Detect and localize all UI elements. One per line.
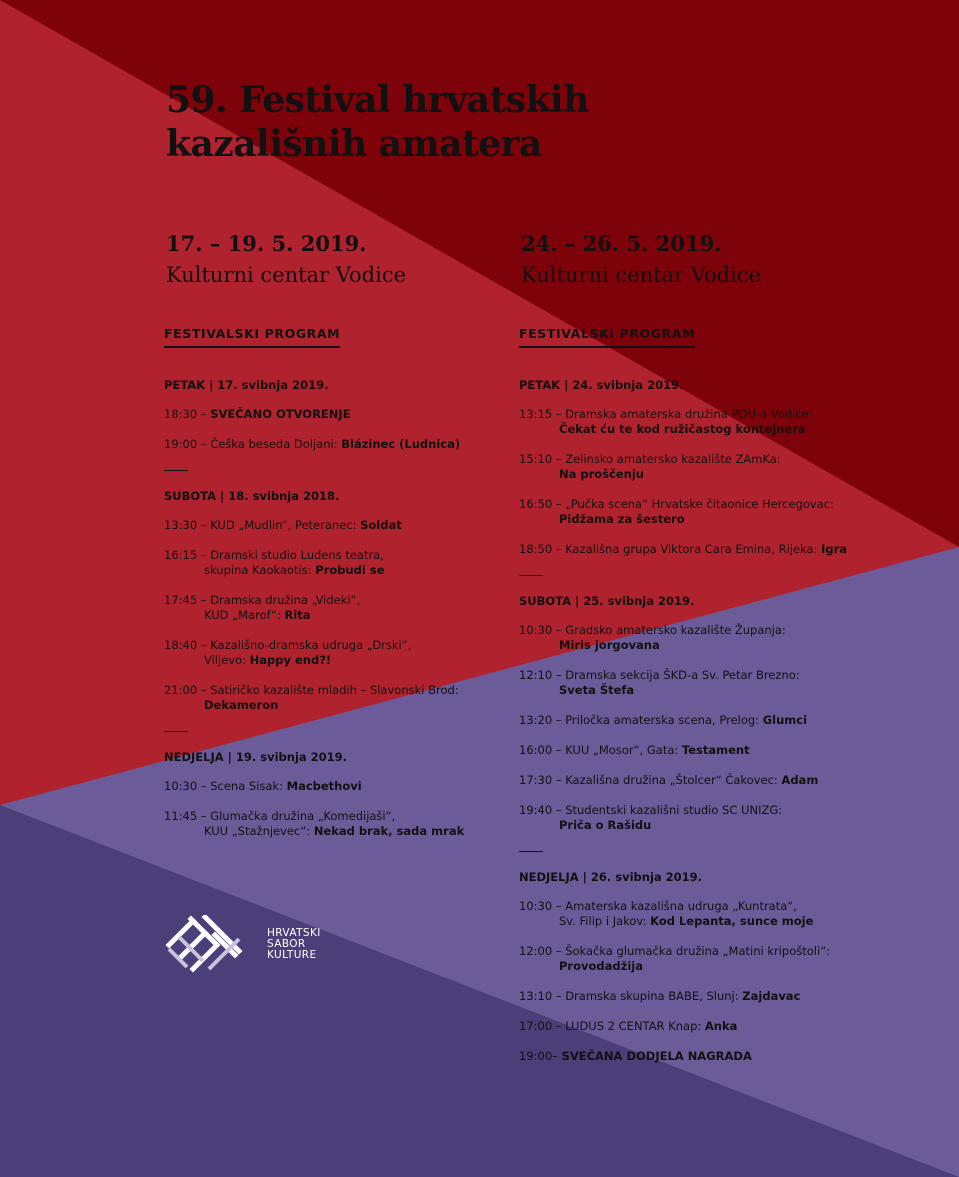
event-time: 16:50 –: [519, 497, 566, 511]
day-heading-subota: [519, 594, 939, 608]
event-ensemble: Dramska družina „Videki“,: [210, 593, 361, 607]
day-heading-nedjelja: [519, 870, 939, 884]
event-ensemble: „Pučka scena“ Hrvatske čitaonice Hercegovac:: [565, 497, 834, 511]
date-range: 17. – 19. 5. 2019.: [166, 231, 367, 256]
event-title: Probudi se: [315, 563, 385, 577]
event-time: 15:10 –: [519, 452, 566, 466]
event-line2: [519, 683, 939, 698]
day-divider: [164, 470, 188, 471]
event-title: Igra: [821, 542, 848, 556]
day-divider: [519, 851, 543, 852]
day-name: NEDJELJA: [164, 750, 224, 764]
event-time: 18:40 –: [164, 638, 211, 652]
event-ensemble: KUD „Mudlin“, Peteranec:: [210, 518, 361, 532]
day-date: 18. svibnja 2018.: [228, 489, 340, 503]
event-item: [519, 497, 939, 527]
hsk-woven-logo-icon: [165, 915, 243, 973]
event-ensemble: Dramska skupina BABE, Slunj:: [565, 989, 743, 1003]
event-title: Nekad brak, sada mrak: [313, 824, 465, 838]
event-time: 13:15 –: [519, 407, 566, 421]
event-title: Sveta Štefa: [559, 683, 635, 697]
event-ensemble: Amaterska kazališna udruga „Kuntrata“,: [565, 899, 797, 913]
event-ensemble: Dramska sekcija ŠKD-a Sv. Petar Brezno:: [565, 668, 800, 682]
event-ensemble: Satiričko kazalište mladih – Slavonski Brod:: [210, 683, 459, 697]
event-title: Testament: [681, 743, 750, 757]
day-name: PETAK: [519, 378, 561, 392]
day-date: 24. svibnja 2019.: [572, 378, 684, 392]
event-time: 13:30 –: [164, 518, 211, 532]
event-ensemble-cont: KUD „Marof“:: [204, 608, 285, 622]
event-line2: [519, 422, 939, 437]
event-item: [519, 668, 939, 698]
event-time: 13:20 –: [519, 713, 566, 727]
event-title: Blázinec (Ludnica): [341, 437, 461, 451]
event-title: Glumci: [762, 713, 808, 727]
event-item: [519, 1019, 939, 1034]
day-name: SUBOTA: [164, 489, 217, 503]
day-date: 17. svibnja 2019.: [217, 378, 329, 392]
event-ensemble: Gradsko amatersko kazalište Županja:: [565, 623, 786, 637]
event-ensemble-cont: skupina Kaokaotis:: [204, 563, 316, 577]
event-ensemble: Dramski studio Ludens teatra,: [210, 548, 384, 562]
event-title: Dekameron: [204, 698, 279, 712]
event-time: 17:00 –: [519, 1019, 566, 1033]
event-title: Čekat ću te kod ružičastog kontejnera: [559, 422, 806, 436]
event-item: [519, 713, 939, 728]
event-ensemble: Scena Sisak:: [210, 779, 287, 793]
event-line2: [519, 638, 939, 653]
event-ensemble: Dramska amaterska družina POU-a Vodice:: [565, 407, 813, 421]
program-column-right: [519, 230, 939, 1064]
event-time: 21:00 –: [164, 683, 211, 697]
day-separator: |: [560, 378, 573, 392]
event-time: 10:30 –: [519, 899, 566, 913]
day-date: 19. svibnja 2019.: [235, 750, 348, 764]
event-line2: [519, 467, 939, 482]
event-title: Zajdavac: [742, 989, 801, 1003]
festival-title-line1: 59. Festival hrvatskih: [166, 79, 589, 121]
event-time: 12:00 –: [519, 944, 566, 958]
festival-title: [166, 78, 589, 166]
event-title: Kod Lepanta, sunce moje: [650, 914, 814, 928]
event-time: 12:10 –: [519, 668, 566, 682]
day-name: NEDJELJA: [519, 870, 579, 884]
event-ensemble: Kazališno-dramska udruga „Drski“,: [210, 638, 412, 652]
event-ensemble: Češka beseda Doljani:: [210, 437, 342, 451]
event-time: 18:50 –: [519, 542, 566, 556]
day-divider: [519, 575, 543, 576]
event-ensemble: KUU „Mosor“, Gata:: [565, 743, 682, 757]
event-time: 17:45 –: [164, 593, 211, 607]
event-ensemble: Kazališna družina „Štolcer“ Čakovec:: [565, 773, 782, 787]
day-date: 25. svibnja 2019.: [583, 594, 695, 608]
event-title: Happy end?!: [249, 653, 332, 667]
event-ensemble-cont: KUU „Stažnjevec“:: [204, 824, 314, 838]
day-separator: |: [216, 489, 229, 503]
program-heading: FESTIVALSKI PROGRAM: [519, 326, 695, 348]
event-title: Na proščenju: [559, 467, 644, 481]
event-ensemble: Glumačka družina „Komedijaši“,: [210, 809, 396, 823]
event-ensemble-cont: Viljevo:: [204, 653, 250, 667]
event-title: Anka: [704, 1019, 738, 1033]
event-title: Priča o Rašidu: [559, 818, 652, 832]
event-time: 19:40 –: [519, 803, 566, 817]
day-name: SUBOTA: [519, 594, 572, 608]
event-item: [519, 407, 939, 437]
logo-line1: HRVATSKI: [267, 926, 321, 939]
event-item: [519, 542, 939, 557]
event-item: [519, 989, 939, 1004]
logo-line2: SABOR: [267, 937, 306, 950]
event-ensemble: LUDUS 2 CENTAR Knap:: [565, 1019, 705, 1033]
date-range: 24. – 26. 5. 2019.: [521, 231, 722, 256]
event-line2: [519, 512, 939, 527]
event-time: 11:45 –: [164, 809, 211, 823]
event-item: [519, 803, 939, 833]
event-title: Pidžama za šestero: [559, 512, 685, 526]
day-date: 26. svibnja 2019.: [590, 870, 703, 884]
event-title: Miris jorgovana: [559, 638, 660, 652]
event-ensemble-cont: Sv. Filip i Jakov:: [559, 914, 651, 928]
event-item: [519, 899, 939, 929]
event-item: [519, 944, 939, 974]
event-line2: [519, 818, 939, 833]
event-title: SVEČANO OTVORENJE: [210, 407, 351, 421]
event-ensemble: Priločka amaterska scena, Prelog:: [565, 713, 763, 727]
event-item: [519, 743, 939, 758]
event-time: 19:00 –: [164, 437, 211, 451]
day-separator: |: [205, 378, 218, 392]
event-title: Soldat: [360, 518, 402, 532]
event-time: 10:30 –: [519, 623, 566, 637]
event-line2: [519, 959, 939, 974]
event-title: SVEČANA DODJELA NAGRADA: [561, 1049, 752, 1063]
event-item: [519, 1049, 939, 1064]
event-title: Rita: [284, 608, 311, 622]
event-line2: [519, 914, 939, 929]
event-time: 16:00 –: [519, 743, 566, 757]
program-heading: FESTIVALSKI PROGRAM: [164, 326, 340, 348]
event-ensemble: Kazališna grupa Viktora Cara Emina, Rijeka:: [565, 542, 822, 556]
day-name: PETAK: [164, 378, 206, 392]
hsk-logo: [165, 915, 321, 973]
event-time: 17:30 –: [519, 773, 566, 787]
day-separator: |: [223, 750, 236, 764]
event-item: [519, 452, 939, 482]
hsk-logo-text: [267, 928, 321, 961]
event-time: 18:30 –: [164, 407, 211, 421]
event-item: [519, 623, 939, 653]
event-item: [519, 773, 939, 788]
day-heading-petak: [519, 378, 939, 392]
day-divider: [164, 731, 188, 732]
event-time: 10:30 –: [164, 779, 211, 793]
event-ensemble: Studentski kazališni studio SC UNIZG:: [565, 803, 783, 817]
event-title: Macbethovi: [286, 779, 362, 793]
event-title: Adam: [781, 773, 819, 787]
festival-title-line2: kazališnih amatera: [166, 123, 542, 165]
event-title: Provodadžija: [559, 959, 643, 973]
venue: Kulturni centar Vodice: [166, 263, 407, 287]
day-separator: |: [571, 594, 584, 608]
day-separator: |: [578, 870, 591, 884]
event-ensemble: Šokačka glumačka družina „Matini kripoštoli“:: [565, 944, 831, 958]
logo-line3: KULTURE: [267, 948, 317, 961]
event-time: 16:15 –: [164, 548, 211, 562]
venue: Kulturni centar Vodice: [521, 263, 762, 287]
event-time: 13:10 –: [519, 989, 566, 1003]
event-ensemble: Zelinsko amatersko kazalište ZAmKa:: [565, 452, 781, 466]
event-time: 19:00–: [519, 1049, 562, 1063]
